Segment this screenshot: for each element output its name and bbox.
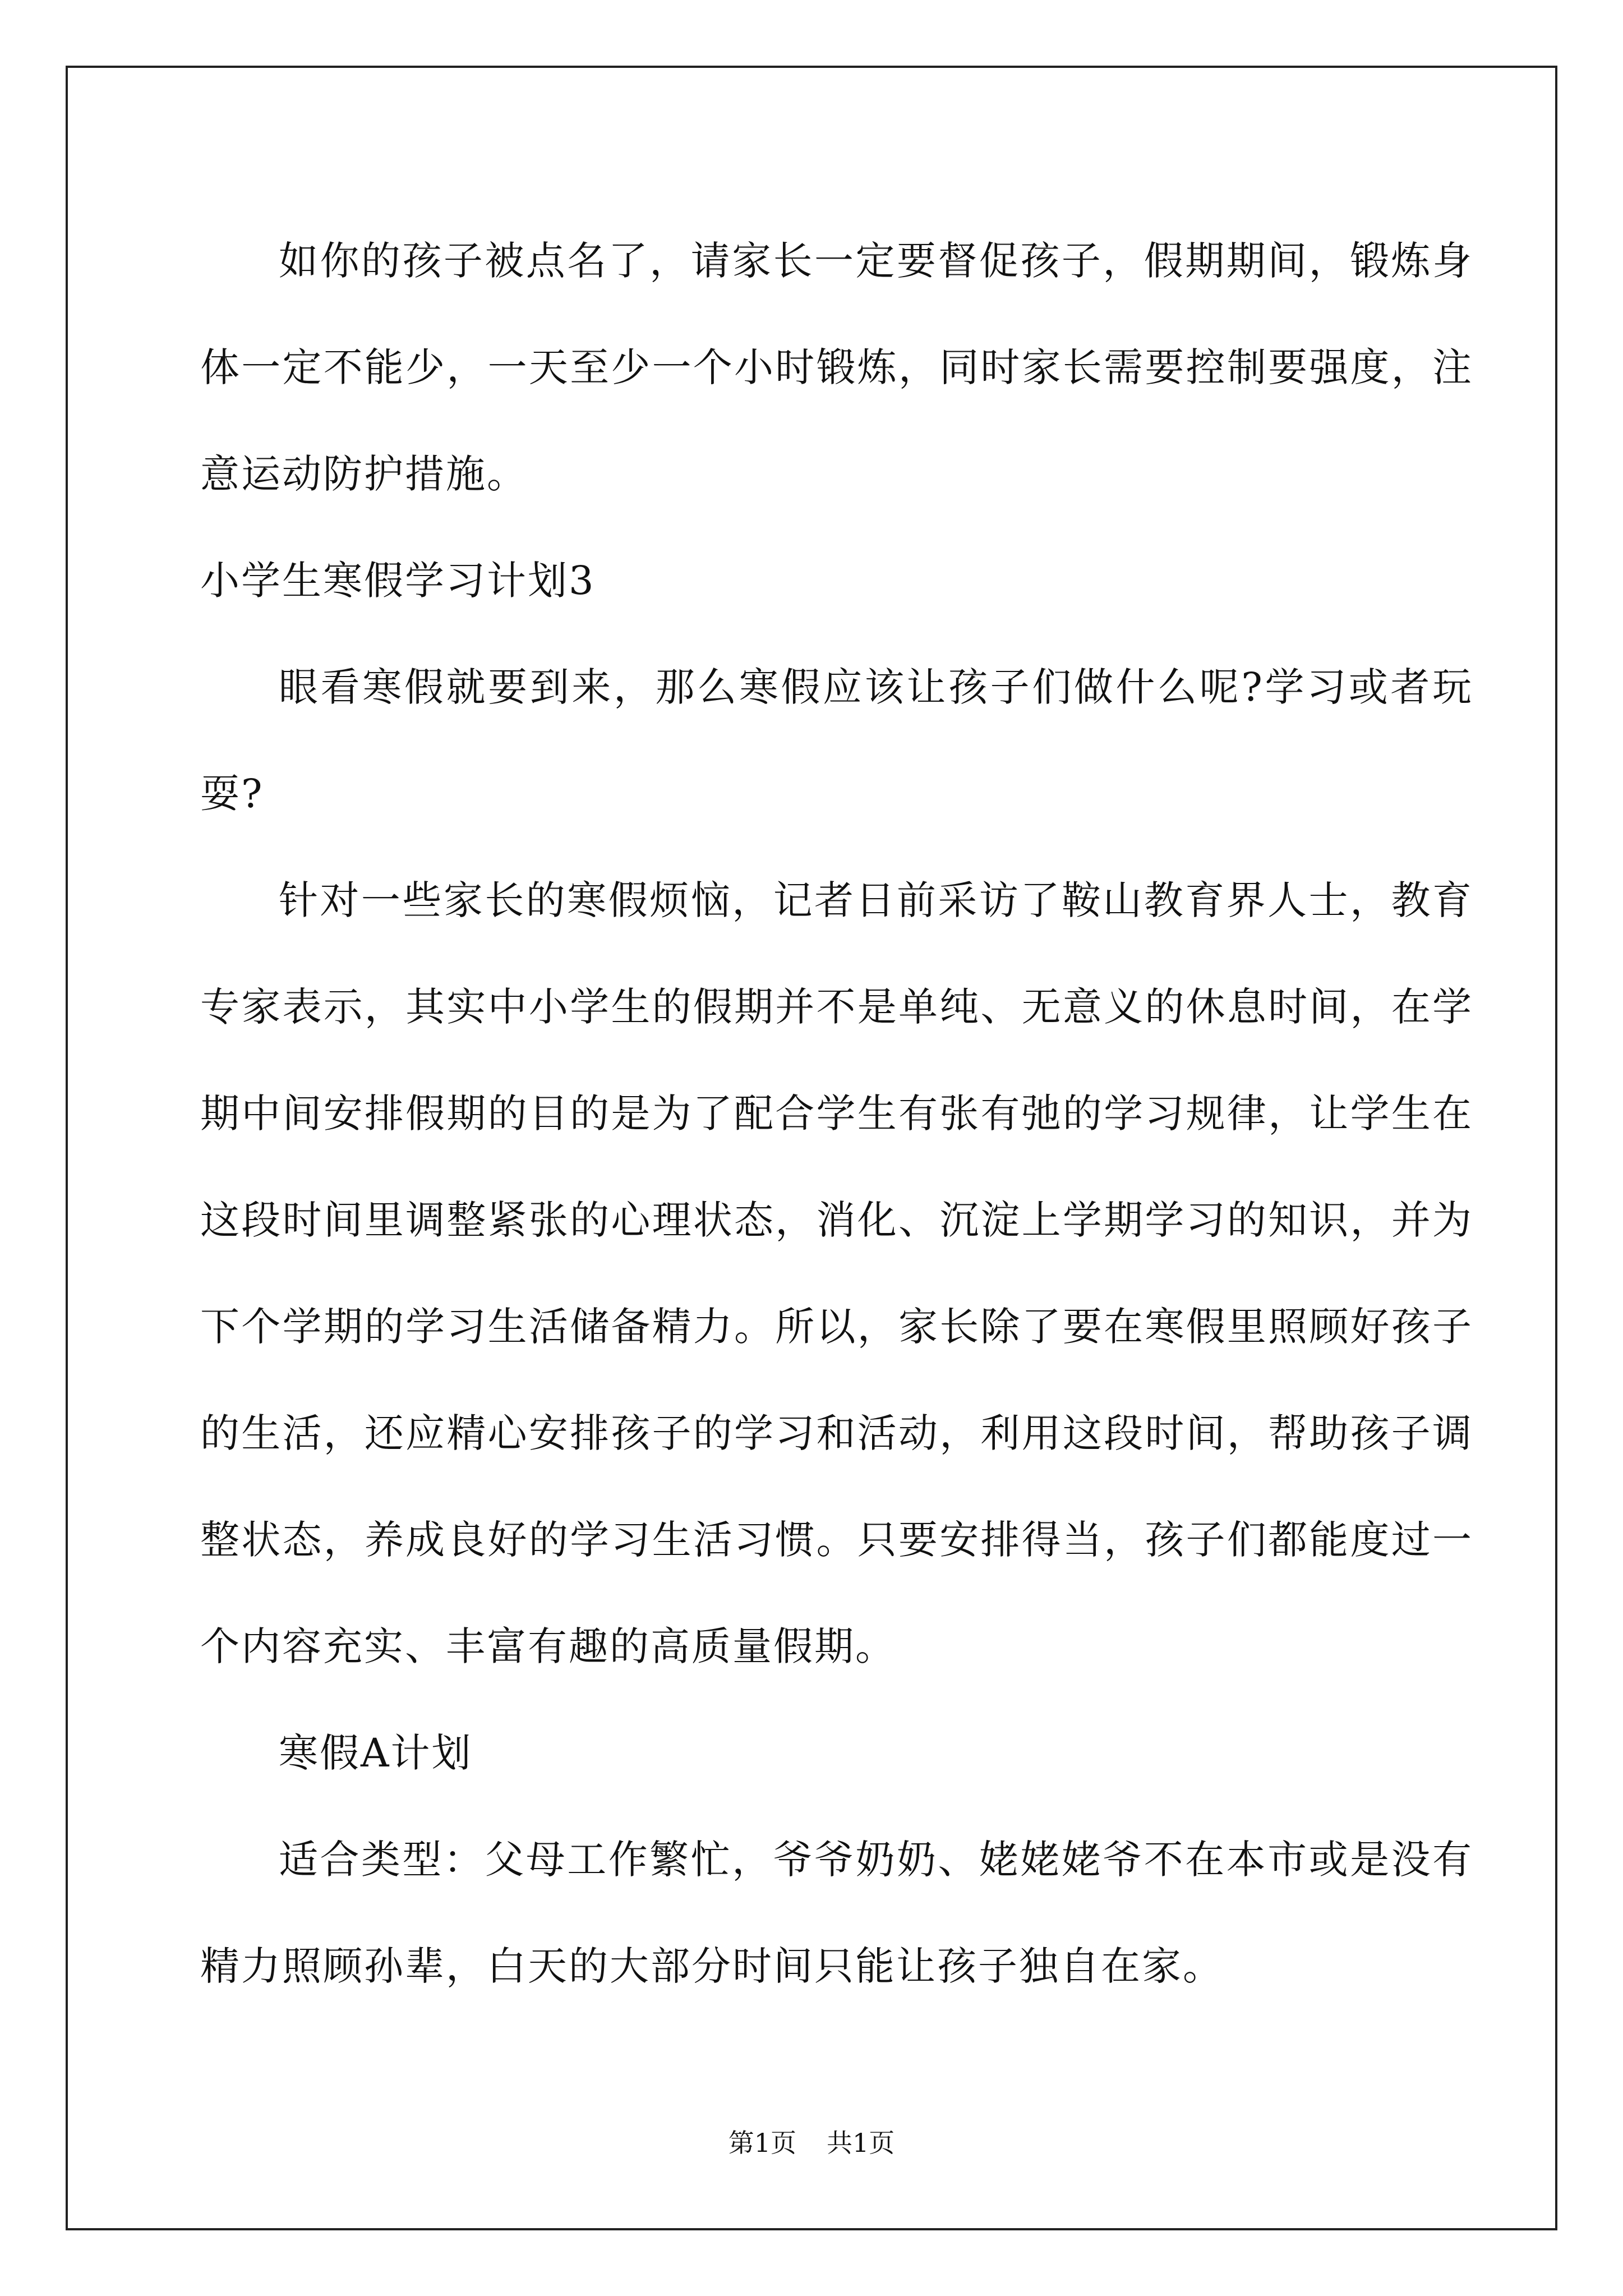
page-number-total: 共1页 [827,2128,895,2158]
page-number-current: 第1页 [728,2128,796,2158]
paragraph-suitable-type: 适合类型：父母工作繁忙，爷爷奶奶、姥姥姥爷不在本市或是没有精力照顾孙辈，白天的大部分时间只能让孩子独自在家。 [200,1837,1473,1989]
page-footer [0,2126,1623,2160]
paragraph-exercise-reminder: 如你的孩子被点名了，请家长一定要督促孩子，假期期间，锻炼身体一定不能少，一天至少一个小时锻炼，同时家长需要控制要强度，注意运动防护措施。 [200,238,1473,497]
paragraph-expert-advice: 针对一些家长的寒假烦恼，记者日前采访了鞍山教育界人士，教育专家表示，其实中小学生的假期并不是单纯、无意义的休息时间，在学期中间安排假期的目的是为了配合学生有张有弛的学习规律，让学生在这段时间里调整紧张的心理状态，消化、沉淀上学期学习的知识，并为下个学期的学习生活储备精力。所以，家长除了要在寒假里照顾好孩子的生活，还应精心安排孩子的学习和活动，利用这段时间，帮助孩子调整状态，养成良好的学习生活习惯。只要安排得当，孩子们都能度过一个内容充实、丰富有趣的高质量假期。 [200,877,1473,1669]
plan-a-title: 寒假A计划 [279,1730,473,1776]
document-body [200,208,1473,2019]
section-heading: 小学生寒假学习计划3 [200,558,596,604]
paragraph-intro-question: 眼看寒假就要到来，那么寒假应该让孩子们做什么呢?学习或者玩耍? [200,664,1473,817]
